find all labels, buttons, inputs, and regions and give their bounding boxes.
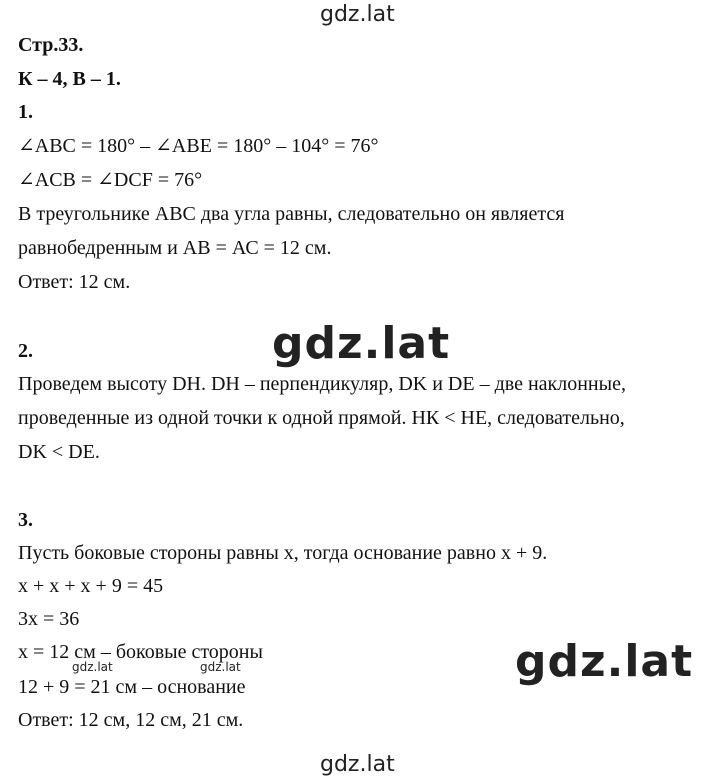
task1-number: 1. <box>18 101 33 123</box>
task1-answer: Ответ: 12 см. <box>18 271 131 293</box>
task3-line-2: х + х + х + 9 = 45 <box>18 575 164 597</box>
watermark-small-1: gdz.lat <box>72 660 113 674</box>
task2-line-1: Проведем высоту DH. DH – перпендикуляр, DK и DE – две наклонные, <box>18 373 626 395</box>
task2-line-2: проведенные из одной точки к одной прямой. НК < НЕ, следовательно, <box>18 407 625 429</box>
task3-line-1: Пусть боковые стороны равны х, тогда основание равно х + 9. <box>18 542 548 564</box>
task1-line-1: ∠ABC = 180° – ∠ABE = 180° – 104° = 76° <box>18 135 379 157</box>
task3-answer: Ответ: 12 см, 12 см, 21 см. <box>18 709 244 731</box>
watermark-middle: gdz.lat <box>272 318 451 369</box>
task2-number: 2. <box>18 340 33 362</box>
task3-line-5: 12 + 9 = 21 см – основание <box>18 676 246 698</box>
watermark-bottom: gdz.lat <box>320 752 395 777</box>
task1-line-2: ∠ACB = ∠DCF = 76° <box>18 169 203 191</box>
task3-line-3: 3х = 36 <box>18 608 80 630</box>
task1-line-3: В треугольнике АВС два угла равны, следовательно он является <box>18 203 565 225</box>
watermark-top: gdz.lat <box>320 2 395 27</box>
watermark-right: gdz.lat <box>515 636 694 687</box>
task2-line-3: DK < DE. <box>18 441 100 463</box>
variant-label: К – 4, В – 1. <box>18 68 121 90</box>
task3-line-4: х = 12 см – боковые стороны <box>18 641 263 663</box>
watermark-small-2: gdz.lat <box>200 660 241 674</box>
page-number: Стр.33. <box>18 34 84 56</box>
task3-number: 3. <box>18 509 33 531</box>
task1-line-4: равнобедренным и АВ = АС = 12 см. <box>18 237 332 259</box>
